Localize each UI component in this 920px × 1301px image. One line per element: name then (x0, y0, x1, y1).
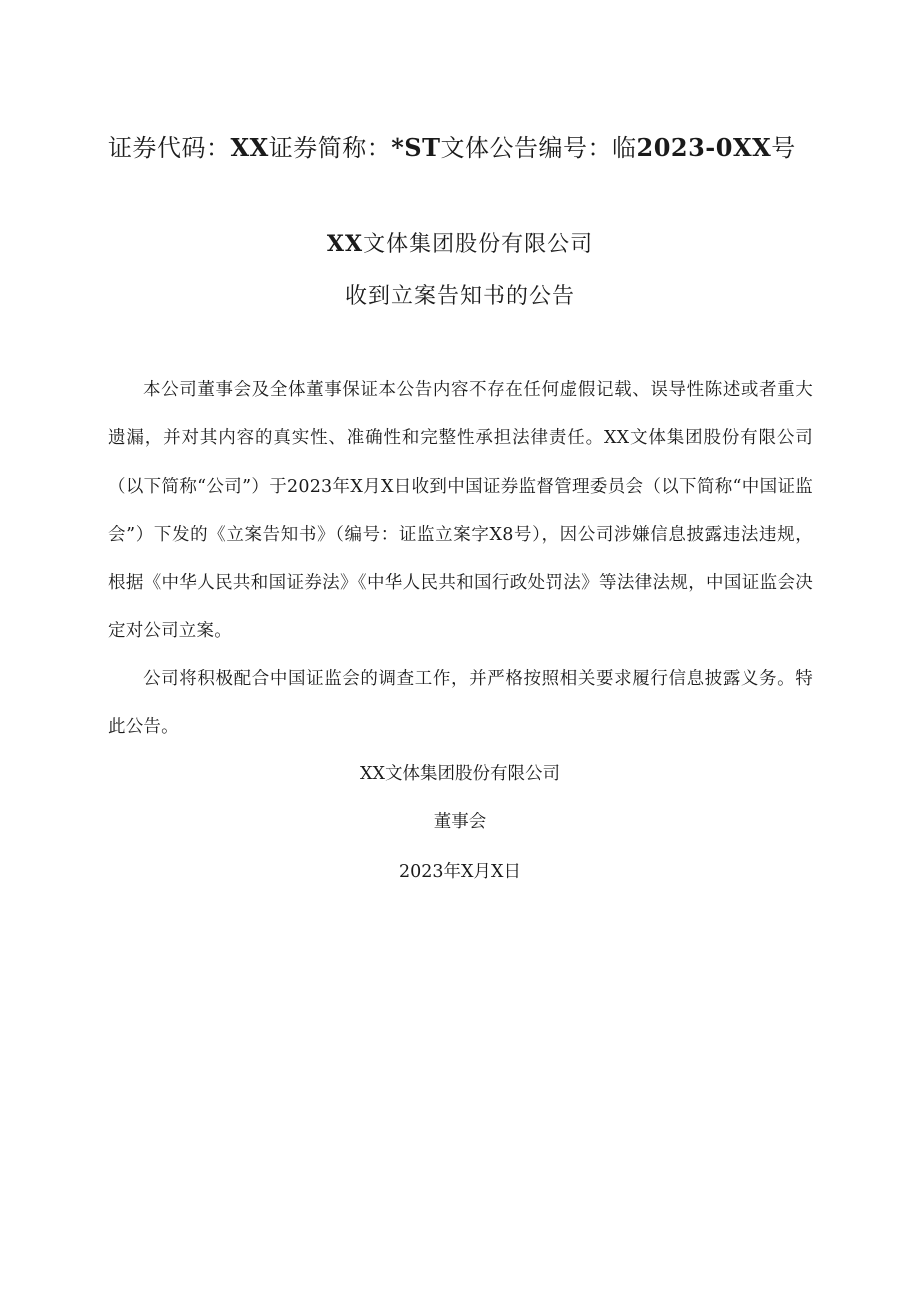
title-subject: 收到立案告知书的公告 (344, 284, 575, 309)
signature-board: 董事会 (433, 812, 487, 832)
stock-abbr-value-rest: 文体 (440, 134, 490, 162)
stock-code-label: 证券代码： (108, 134, 231, 162)
announcement-header (108, 130, 796, 166)
signature-company: XX文体集团股份有限公司 (360, 764, 560, 784)
stock-abbr-label: 证券简称： (268, 134, 392, 162)
title-company (0, 229, 920, 260)
announcement-number-suffix: 号 (771, 134, 796, 162)
announcement-number-value: 2023-0XX (636, 133, 772, 162)
title-company-rest: 文体集团股份有限公司 (363, 232, 594, 257)
signature-date: 2023年X月X日 (399, 862, 521, 882)
body-paragraph-2: 公司将积极配合中国证监会的调查工作，并严格按照相关要求履行信息披露义务。特此公告。 (108, 669, 813, 738)
title-company-prefix: XX (326, 231, 364, 257)
body-paragraph-1: 本公司董事会及全体董事保证本公告内容不存在任何虚假记载、误导性陈述或者重大遗漏，并对其内容的真实性、准确性和完整性承担法律责任。XX文体集团股份有限公司（以下简称“公司”）于2023年X月X日收到中国证券监督管理委员会（以下简称“中国证监会”）下发的《立案告知书》（编号：证监立案字X8号），因公司涉嫌信息披露违法违规，根据《中华人民共和国证券法》《中华人民共和国行政处罚法》等法律法规，中国证监会决定对公司立案。 (108, 380, 813, 642)
stock-code-value: XX (230, 133, 269, 162)
stock-abbr-value-bold: *ST (391, 133, 441, 162)
announcement-number-label: 公告编号：临 (489, 134, 637, 162)
